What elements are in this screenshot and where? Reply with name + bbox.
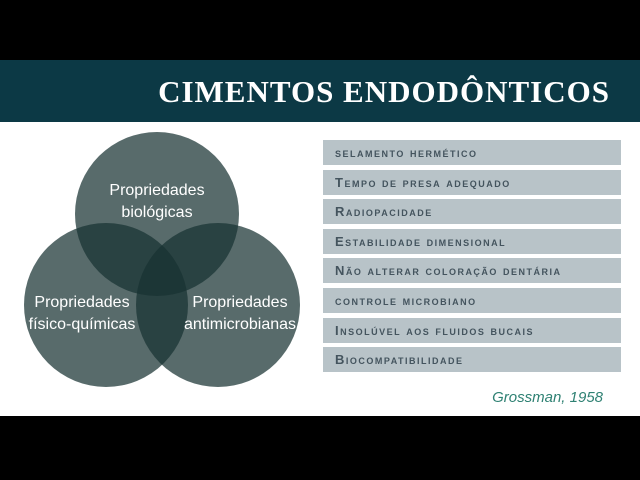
letterbox-top: [0, 0, 640, 60]
venn-label-line: Propriedades: [34, 294, 130, 311]
list-item: Insolúvel aos fluidos bucais: [323, 318, 621, 343]
venn-diagram: [0, 122, 320, 402]
venn-label-antimicrobial: [140, 292, 340, 336]
venn-label-line: físico-químicas: [28, 316, 136, 333]
slide-canvas: [0, 60, 640, 416]
venn-label-line: Propriedades: [109, 182, 205, 199]
list-item: selamento hermético: [323, 140, 621, 165]
venn-label-line: biológicas: [121, 204, 193, 221]
requirements-list: [323, 140, 621, 372]
list-item: Não alterar coloração dentária: [323, 258, 621, 283]
list-item: Radiopacidade: [323, 199, 621, 224]
list-item: Tempo de presa adequado: [323, 170, 621, 195]
list-item: controle microbiano: [323, 288, 621, 313]
citation-text: Grossman, 1958: [492, 389, 603, 406]
list-item: Biocompatibilidade: [323, 347, 621, 372]
slide-title: CIMENTOS ENDODÔNTICOS: [158, 74, 610, 109]
list-item: Estabilidade dimensional: [323, 229, 621, 254]
header-bar: [0, 60, 640, 122]
venn-label-biological: [57, 180, 257, 224]
venn-label-line: antimicrobianas: [183, 316, 297, 333]
venn-label-line: Propriedades: [192, 294, 288, 311]
letterbox-bottom: [0, 416, 640, 480]
